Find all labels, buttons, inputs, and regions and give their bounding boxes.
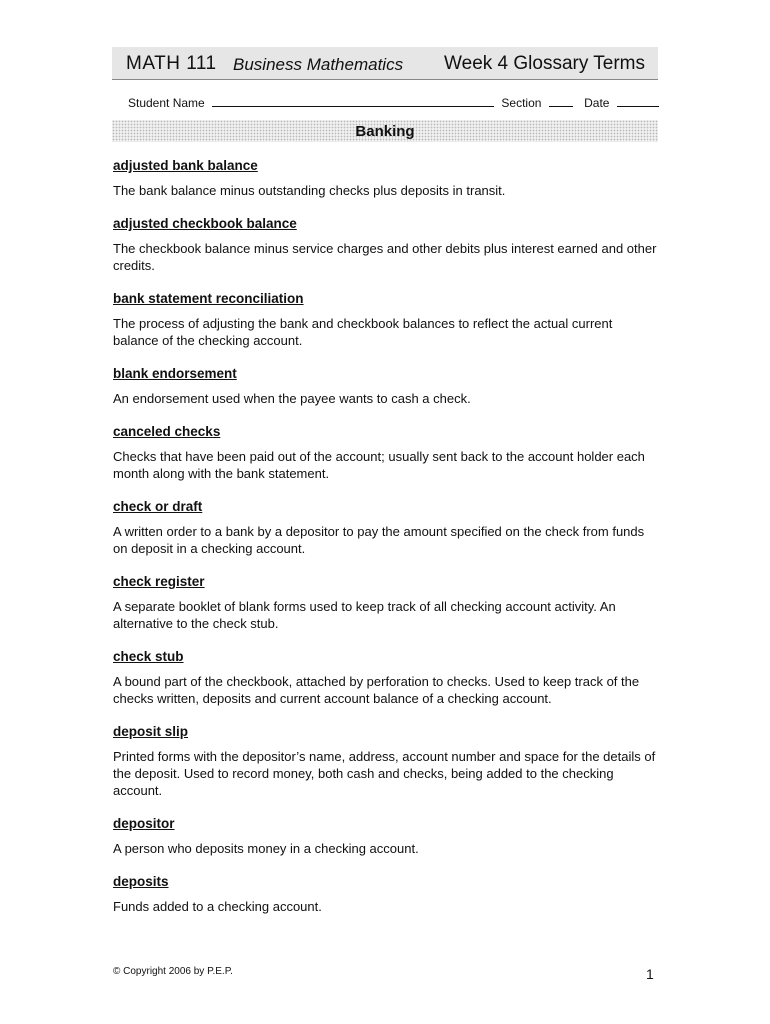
glossary-definition: A written order to a bank by a depositor to pay the amount specified on the check from funds on deposit in a checking account. — [113, 524, 645, 556]
glossary-term: check register — [113, 574, 205, 589]
student-name-label: Student Name — [128, 96, 205, 110]
student-name-blank — [212, 96, 494, 107]
glossary-entry — [113, 290, 659, 349]
glossary-term: deposit slip — [113, 724, 189, 739]
glossary-entry — [113, 215, 659, 274]
glossary-entry — [113, 498, 659, 557]
glossary-definition: Checks that have been paid out of the account; usually sent back to the account holder each month along with the bank statement. — [113, 449, 645, 481]
glossary-definition: The checkbook balance minus service charges and other debits plus interest earned and other credits. — [113, 241, 657, 273]
glossary-entry — [113, 157, 659, 199]
section-label: Section — [501, 96, 542, 110]
glossary-entry — [113, 648, 659, 707]
section-title: Banking — [355, 123, 415, 140]
glossary-entry — [113, 365, 659, 407]
glossary-term: check stub — [113, 649, 184, 664]
course-code: MATH 111 — [126, 53, 217, 74]
glossary-definition: An endorsement used when the payee wants to cash a check. — [113, 391, 471, 406]
glossary-entry — [113, 873, 659, 915]
section-header — [112, 120, 658, 142]
glossary-term: bank statement reconciliation — [113, 291, 304, 306]
glossary-entry — [113, 723, 659, 799]
page-number: 1 — [646, 966, 654, 982]
glossary-entry — [113, 423, 659, 482]
glossary-term: blank endorsement — [113, 366, 237, 381]
glossary-term: canceled checks — [113, 424, 221, 439]
glossary-entry — [113, 815, 659, 857]
course-name: Business Mathematics — [233, 55, 404, 74]
student-info-line — [128, 96, 659, 110]
glossary-term: adjusted checkbook balance — [113, 216, 297, 231]
glossary-definition: The bank balance minus outstanding checks plus deposits in transit. — [113, 183, 506, 198]
glossary-term: deposits — [113, 874, 169, 889]
glossary-definition: Printed forms with the depositor’s name, address, account number and space for the details of the deposit. Used to record money, both cash and checks, being added to the checking account. — [113, 749, 656, 798]
glossary-term: adjusted bank balance — [113, 158, 258, 173]
week-title: Week 4 Glossary Terms — [444, 53, 645, 74]
date-label: Date — [584, 96, 610, 110]
page-header — [112, 47, 658, 80]
glossary-definition: Funds added to a checking account. — [113, 899, 322, 914]
glossary-definition: A person who deposits money in a checking account. — [113, 841, 419, 856]
copyright-notice: © Copyright 2006 by P.E.P. — [113, 966, 233, 977]
glossary-list — [113, 157, 659, 931]
glossary-definition: A bound part of the checkbook, attached by perforation to checks. Used to keep track of the checks written, deposits and current account balance of a checking account. — [113, 674, 640, 706]
glossary-entry — [113, 573, 659, 632]
glossary-definition: The process of adjusting the bank and checkbook balances to reflect the actual current balance of the checking account. — [113, 316, 613, 348]
glossary-definition: A separate booklet of blank forms used to keep track of all checking account activity. An alternative to the check stub. — [113, 599, 616, 631]
date-blank — [617, 96, 659, 107]
glossary-term: check or draft — [113, 499, 203, 514]
section-blank — [549, 96, 573, 107]
glossary-term: depositor — [113, 816, 175, 831]
